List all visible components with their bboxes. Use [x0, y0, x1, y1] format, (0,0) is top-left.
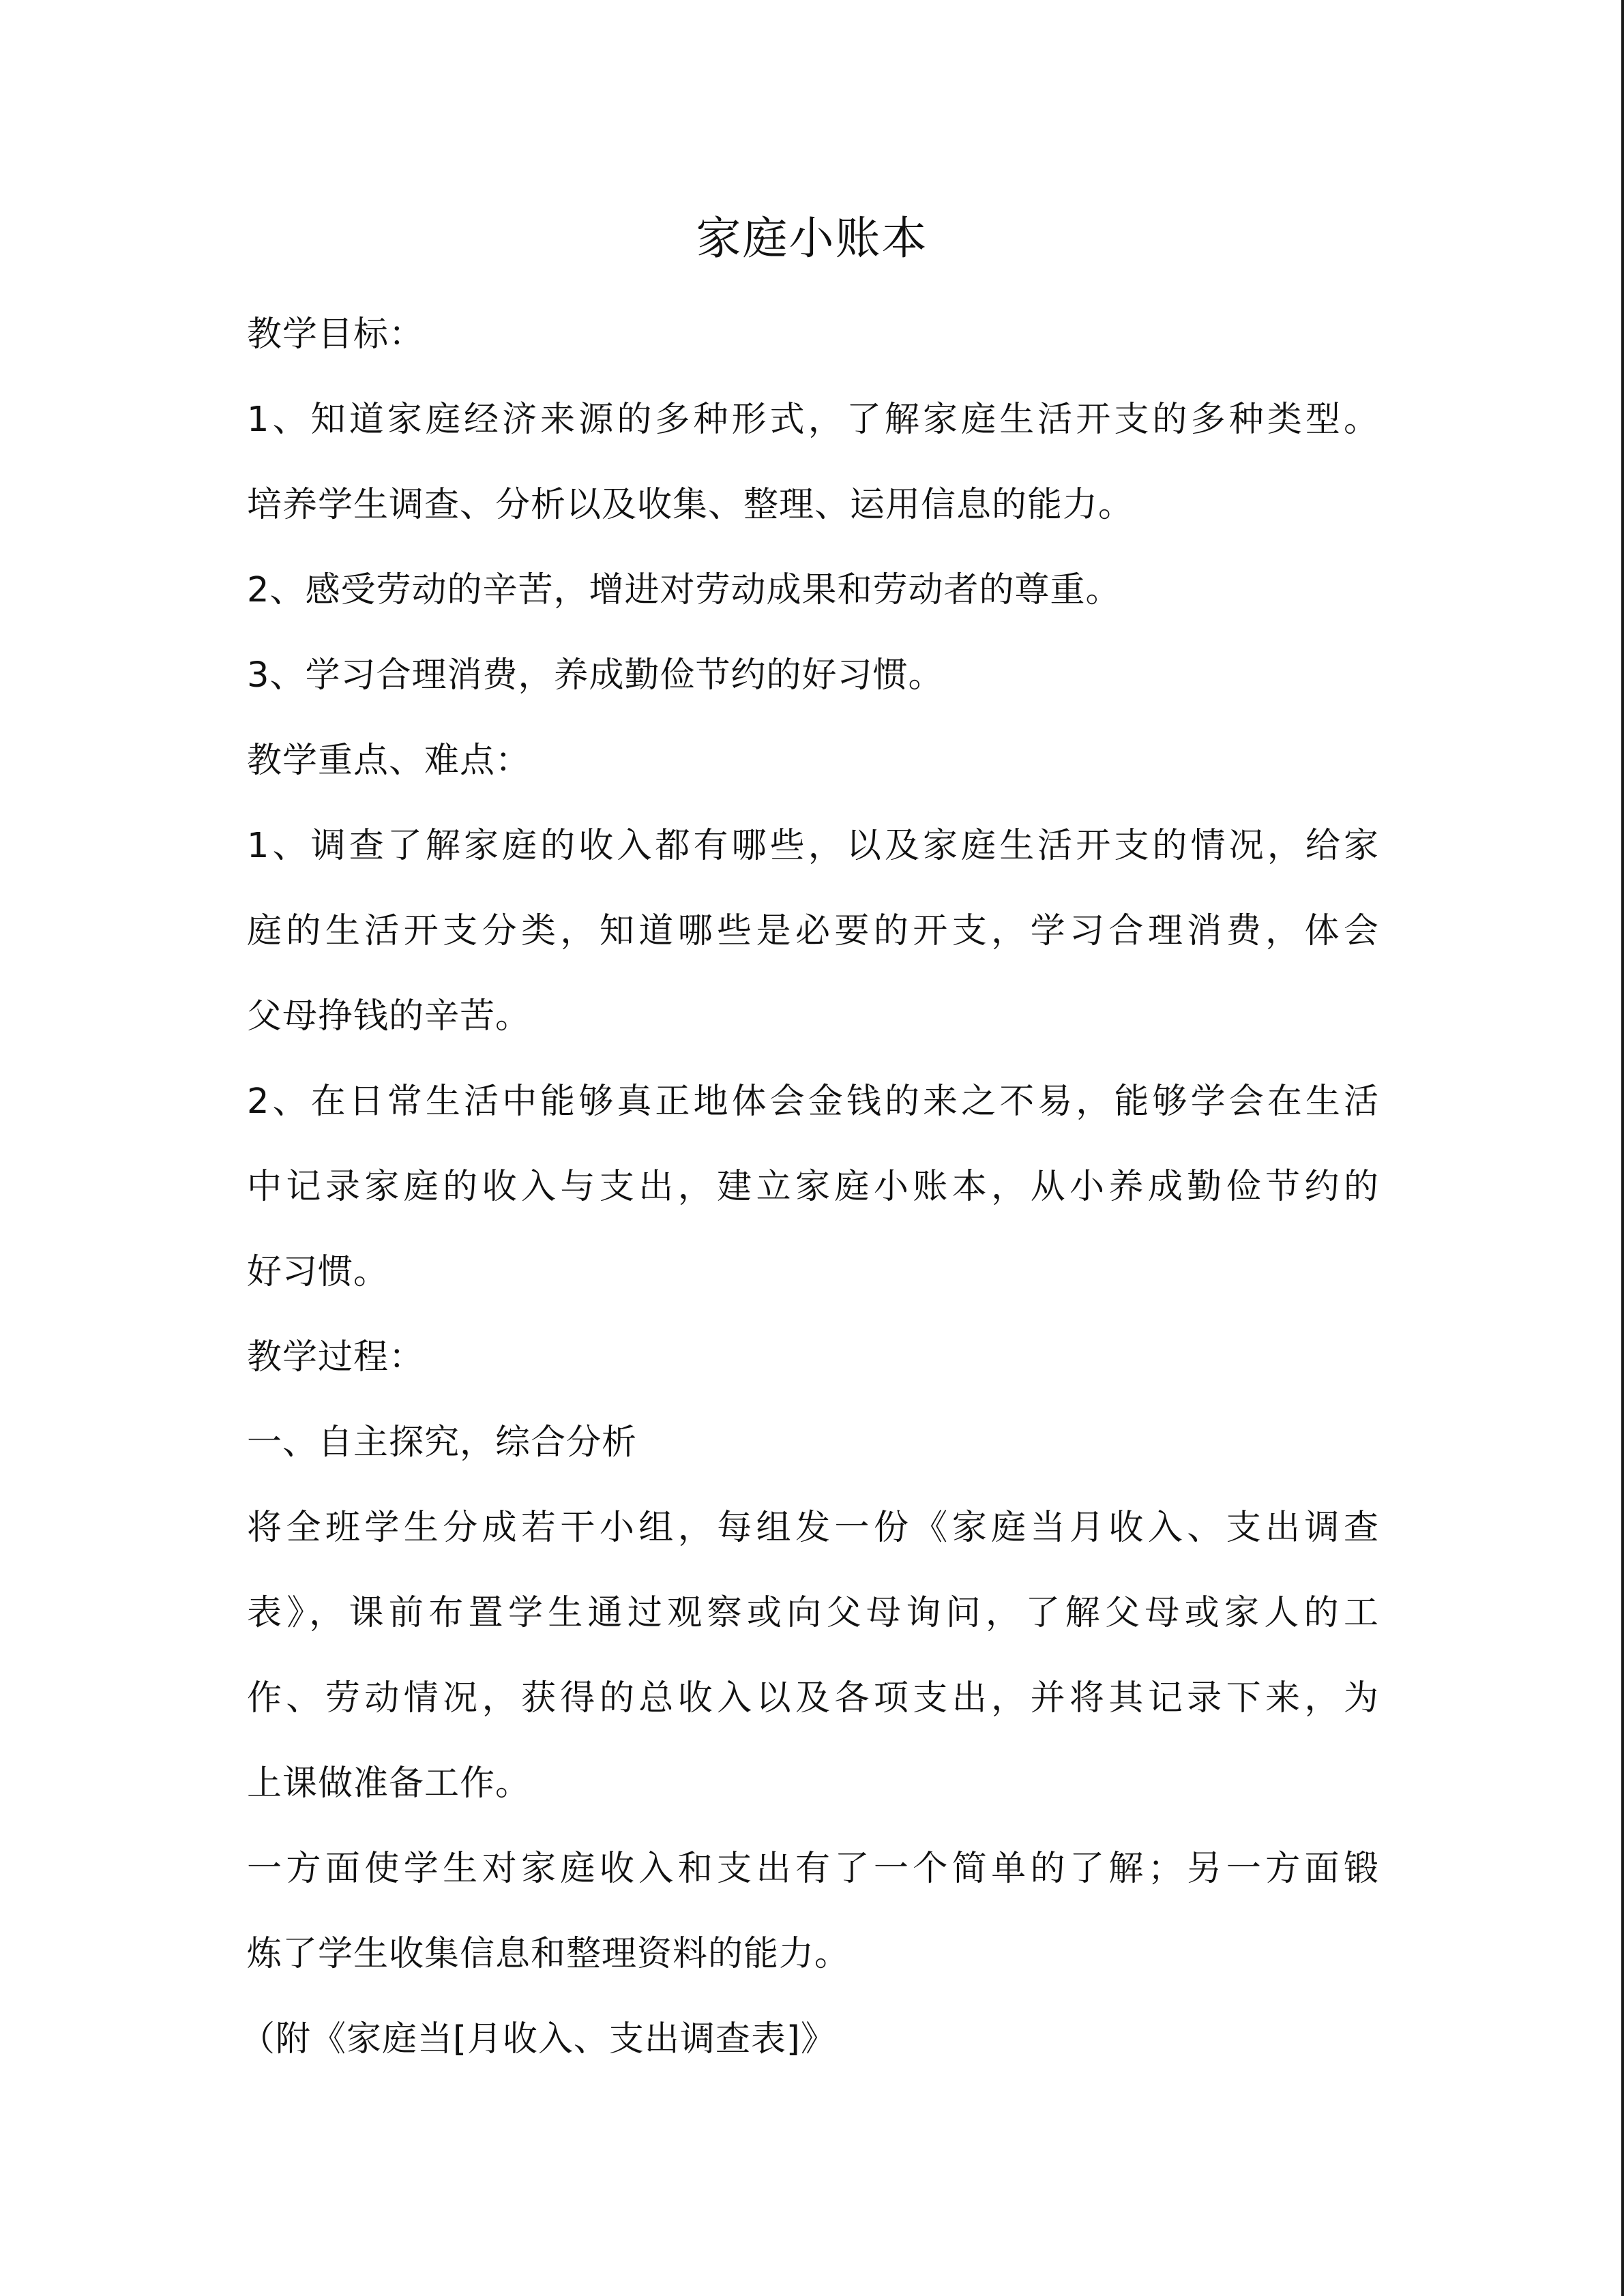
objective-1-line-2: 培养学生调查、分析以及收集、整理、运用信息的能力。 — [247, 485, 1134, 525]
section-1-heading: 一、自主探究，综合分析 — [247, 1422, 638, 1463]
key-point-1-line-2: 庭的生活开支分类，知道哪些是必要的开支，学习合理消费，体会 — [247, 911, 1379, 951]
section-1-para-1-line-4: 上课做准备工作。 — [247, 1763, 531, 1804]
objective-1-line-1: 1、知道家庭经济来源的多种形式，了解家庭生活开支的多种类型。 — [247, 400, 1379, 440]
page-edge-border — [1621, 0, 1624, 2296]
section-1-para-1-line-1: 将全班学生分成若干小组，每组发一份《家庭当月收入、支出调查 — [247, 1508, 1379, 1548]
key-point-1-line-1: 1、调查了解家庭的收入都有哪些，以及家庭生活开支的情况，给家 — [247, 826, 1379, 866]
key-point-1-line-3: 父母挣钱的辛苦。 — [247, 996, 531, 1037]
appendix-note: （附《家庭当[月收入、支出调查表]》 — [240, 2019, 836, 2059]
heading-key-points: 教学重点、难点： — [247, 741, 531, 781]
key-point-2-line-1: 2、在日常生活中能够真正地体会金钱的来之不易，能够学会在生活 — [247, 1082, 1379, 1122]
objective-2: 2、感受劳动的辛苦，增进对劳动成果和劳动者的尊重。 — [247, 570, 1121, 610]
section-1-para-2-line-2: 炼了学生收集信息和整理资料的能力。 — [247, 1934, 851, 1974]
heading-teaching-process: 教学过程： — [247, 1337, 425, 1377]
key-point-2-line-2: 中记录家庭的收入与支出，建立家庭小账本，从小养成勤俭节约的 — [247, 1167, 1379, 1207]
document-body — [240, 292, 1379, 2082]
section-1-para-1-line-3: 作、劳动情况，获得的总收入以及各项支出，并将其记录下来，为 — [247, 1678, 1379, 1718]
key-point-2-line-3: 好习惯。 — [247, 1252, 389, 1292]
document-title: 家庭小账本 — [696, 212, 928, 265]
section-1-para-1-line-2: 表》，课前布置学生通过观察或向父母询问，了解父母或家人的工 — [247, 1593, 1379, 1633]
section-1-para-2-line-1: 一方面使学生对家庭收入和支出有了一个简单的了解；另一方面锻 — [247, 1849, 1379, 1889]
heading-teaching-objectives: 教学目标： — [247, 314, 425, 355]
objective-3: 3、学习合理消费，养成勤俭节约的好习惯。 — [247, 655, 944, 696]
